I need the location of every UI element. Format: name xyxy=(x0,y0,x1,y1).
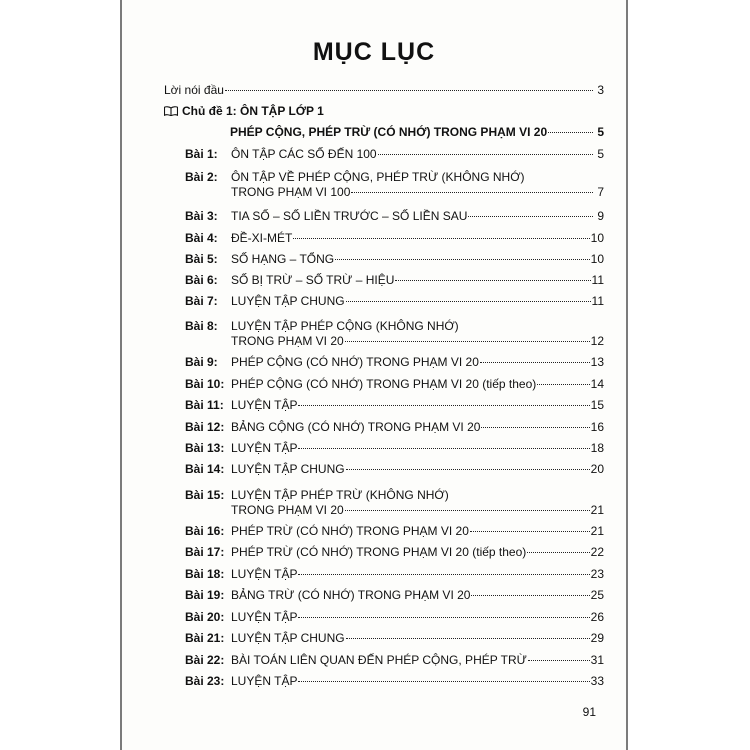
dot-leader xyxy=(298,405,589,406)
dot-leader xyxy=(351,192,593,193)
toc-lesson-row[interactable] xyxy=(185,170,604,185)
toc-lesson-row[interactable] xyxy=(185,545,604,560)
toc-chapter-heading[interactable] xyxy=(164,104,604,119)
toc-page-number: 13 xyxy=(590,355,604,369)
toc-lesson-row[interactable] xyxy=(185,441,604,456)
lesson-number: Bài 10: xyxy=(185,377,225,391)
toc-page-number: 7 xyxy=(597,185,604,199)
lesson-title: PHÉP TRỪ (CÓ NHỚ) TRONG PHẠM VI 20 xyxy=(231,524,469,538)
toc-page-number: 5 xyxy=(597,147,604,161)
dot-leader xyxy=(548,132,593,133)
toc-lesson-row[interactable] xyxy=(185,273,604,288)
chapter-subtitle: PHÉP CỘNG, PHÉP TRỪ (CÓ NHỚ) TRONG PHẠM VI 20 xyxy=(230,125,548,139)
dot-leader xyxy=(345,341,590,342)
lesson-title: LUYỆN TẬP PHÉP CỘNG (KHÔNG NHỚ) xyxy=(231,319,459,333)
lesson-title: LUYỆN TẬP xyxy=(231,674,298,688)
toc-page-number: 10 xyxy=(590,252,604,266)
toc-page-number: 20 xyxy=(590,462,604,476)
lesson-title: SỐ BỊ TRỪ – SỐ TRỪ – HIỆU xyxy=(231,273,395,287)
lesson-number: Bài 17: xyxy=(185,545,225,559)
lesson-number: Bài 14: xyxy=(185,462,225,476)
toc-lesson-row[interactable] xyxy=(185,377,604,392)
lesson-number: Bài 5: xyxy=(185,252,218,266)
dot-leader xyxy=(293,238,589,239)
toc-page-number: 26 xyxy=(590,610,604,624)
lesson-title: PHÉP TRỪ (CÓ NHỚ) TRONG PHẠM VI 20 (tiếp theo) xyxy=(231,545,527,559)
toc-lesson-row[interactable] xyxy=(185,294,604,309)
lesson-number: Bài 19: xyxy=(185,588,225,602)
lesson-title: BÀI TOÁN LIÊN QUAN ĐẾN PHÉP CỘNG, PHÉP TRỪ xyxy=(231,653,527,667)
toc-lesson-row[interactable] xyxy=(185,631,604,646)
lesson-title: LUYỆN TẬP PHÉP TRỪ (KHÔNG NHỚ) xyxy=(231,488,449,502)
lesson-number: Bài 7: xyxy=(185,294,218,308)
toc-page-number: 33 xyxy=(590,674,604,688)
dot-leader xyxy=(527,552,589,553)
toc-page-number: 12 xyxy=(590,334,604,348)
toc-preface[interactable] xyxy=(164,83,604,98)
dot-leader xyxy=(470,531,590,532)
dot-leader xyxy=(346,301,591,302)
toc-lesson-row[interactable] xyxy=(185,488,604,503)
lesson-number: Bài 1: xyxy=(185,147,218,161)
toc-lesson-row[interactable] xyxy=(185,610,604,625)
toc-lesson-row[interactable] xyxy=(185,398,604,413)
lesson-number: Bài 13: xyxy=(185,441,225,455)
dot-leader xyxy=(528,660,590,661)
toc-page-number: 29 xyxy=(590,631,604,645)
lesson-number: Bài 12: xyxy=(185,420,225,434)
toc-page-number: 18 xyxy=(590,441,604,455)
toc-lesson-row[interactable] xyxy=(185,209,604,224)
toc-page-number: 21 xyxy=(590,524,604,538)
toc-lesson-row[interactable] xyxy=(185,231,604,246)
lesson-number: Bài 23: xyxy=(185,674,225,688)
toc-lesson-row-continued[interactable] xyxy=(231,334,604,349)
toc-page-number: 5 xyxy=(597,125,604,139)
lesson-number: Bài 15: xyxy=(185,488,225,502)
dot-leader xyxy=(298,681,589,682)
toc-page-number: 10 xyxy=(590,231,604,245)
toc-lesson-row[interactable] xyxy=(185,319,604,334)
dot-leader xyxy=(298,617,589,618)
lesson-title: LUYỆN TẬP xyxy=(231,441,298,455)
lesson-title: BẢNG CỘNG (CÓ NHỚ) TRONG PHẠM VI 20 xyxy=(231,420,481,434)
toc-lesson-row[interactable] xyxy=(185,567,604,582)
lesson-title: LUYỆN TẬP xyxy=(231,567,298,581)
book-icon xyxy=(164,106,178,116)
lesson-number: Bài 3: xyxy=(185,209,218,223)
dot-leader xyxy=(480,362,590,363)
lesson-title-continued: TRONG PHẠM VI 20 xyxy=(231,334,344,348)
toc-chapter-subtitle[interactable] xyxy=(230,125,604,140)
lesson-number: Bài 16: xyxy=(185,524,225,538)
dot-leader xyxy=(395,280,590,281)
toc-page-number: 25 xyxy=(590,588,604,602)
toc-page-number: 22 xyxy=(590,545,604,559)
lesson-number: Bài 11: xyxy=(185,398,224,412)
toc-page-number: 14 xyxy=(590,377,604,391)
lesson-number: Bài 2: xyxy=(185,170,218,184)
toc-lesson-row-continued[interactable] xyxy=(231,185,604,200)
lesson-title: LUYỆN TẬP CHUNG xyxy=(231,294,345,308)
page-title: MỤC LỤC xyxy=(312,38,436,66)
dot-leader xyxy=(335,259,590,260)
dot-leader xyxy=(471,595,589,596)
dot-leader xyxy=(345,510,590,511)
toc-page-number: 11 xyxy=(591,273,604,287)
toc-page-number: 3 xyxy=(597,83,604,97)
toc-page-number: 15 xyxy=(590,398,604,412)
lesson-number: Bài 21: xyxy=(185,631,225,645)
lesson-number: Bài 20: xyxy=(185,610,225,624)
lesson-title: TIA SỐ – SỐ LIỀN TRƯỚC – SỐ LIỀN SAU xyxy=(231,209,468,223)
toc-page-number: 31 xyxy=(590,653,604,667)
lesson-number: Bài 6: xyxy=(185,273,218,287)
page-number: 91 xyxy=(582,705,596,719)
lesson-number: Bài 22: xyxy=(185,653,225,667)
lesson-title-continued: TRONG PHẠM VI 100 xyxy=(231,185,351,199)
toc-page-number: 16 xyxy=(590,420,604,434)
toc-lesson-row-continued[interactable] xyxy=(231,503,604,518)
toc-lesson-row[interactable] xyxy=(185,674,604,689)
toc-lesson-row[interactable] xyxy=(185,462,604,477)
dot-leader xyxy=(378,154,593,155)
lesson-title: BẢNG TRỪ (CÓ NHỚ) TRONG PHẠM VI 20 xyxy=(231,588,471,602)
toc-page-number: 11 xyxy=(591,294,604,308)
left-margin xyxy=(0,0,120,750)
dot-leader xyxy=(537,384,589,385)
lesson-title: PHÉP CỘNG (CÓ NHỚ) TRONG PHẠM VI 20 xyxy=(231,355,479,369)
dot-leader xyxy=(481,427,589,428)
toc-lesson-row[interactable] xyxy=(185,420,604,435)
lesson-title: LUYỆN TẬP xyxy=(231,610,298,624)
right-margin xyxy=(628,0,750,750)
dot-leader xyxy=(225,90,593,91)
lesson-number: Bài 9: xyxy=(185,355,218,369)
lesson-title: ĐỀ-XI-MÉT xyxy=(231,231,293,245)
chapter-label: Chủ đề 1: ÔN TẬP LỚP 1 xyxy=(182,104,324,118)
lesson-title: LUYỆN TẬP CHUNG xyxy=(231,462,345,476)
toc-page-number: 23 xyxy=(590,567,604,581)
toc-lesson-row[interactable] xyxy=(185,147,604,162)
lesson-title: PHÉP CỘNG (CÓ NHỚ) TRONG PHẠM VI 20 (tiếp theo) xyxy=(231,377,537,391)
toc-lesson-row[interactable] xyxy=(185,355,604,370)
lesson-title-continued: TRONG PHẠM VI 20 xyxy=(231,503,344,517)
dot-leader xyxy=(298,574,589,575)
dot-leader xyxy=(298,448,589,449)
toc-lesson-row[interactable] xyxy=(185,524,604,539)
toc-page-number: 21 xyxy=(590,503,604,517)
lesson-title: LUYỆN TẬP xyxy=(231,398,298,412)
lesson-number: Bài 8: xyxy=(185,319,218,333)
toc-lesson-row[interactable] xyxy=(185,252,604,267)
lesson-number: Bài 18: xyxy=(185,567,225,581)
toc-lesson-row[interactable] xyxy=(185,588,604,603)
toc-lesson-row[interactable] xyxy=(185,653,604,668)
lesson-number: Bài 4: xyxy=(185,231,218,245)
toc-preface-label: Lời nói đầu xyxy=(164,83,224,97)
dot-leader xyxy=(468,216,593,217)
lesson-title: ÔN TẬP CÁC SỐ ĐẾN 100 xyxy=(231,147,377,161)
lesson-title: SỐ HẠNG – TỔNG xyxy=(231,252,335,266)
lesson-title: ÔN TẬP VỀ PHÉP CỘNG, PHÉP TRỪ (KHÔNG NHỚ) xyxy=(231,170,525,184)
dot-leader xyxy=(346,638,590,639)
lesson-title: LUYỆN TẬP CHUNG xyxy=(231,631,345,645)
book-page xyxy=(120,0,628,750)
dot-leader xyxy=(346,469,590,470)
toc-page-number: 9 xyxy=(597,209,604,223)
